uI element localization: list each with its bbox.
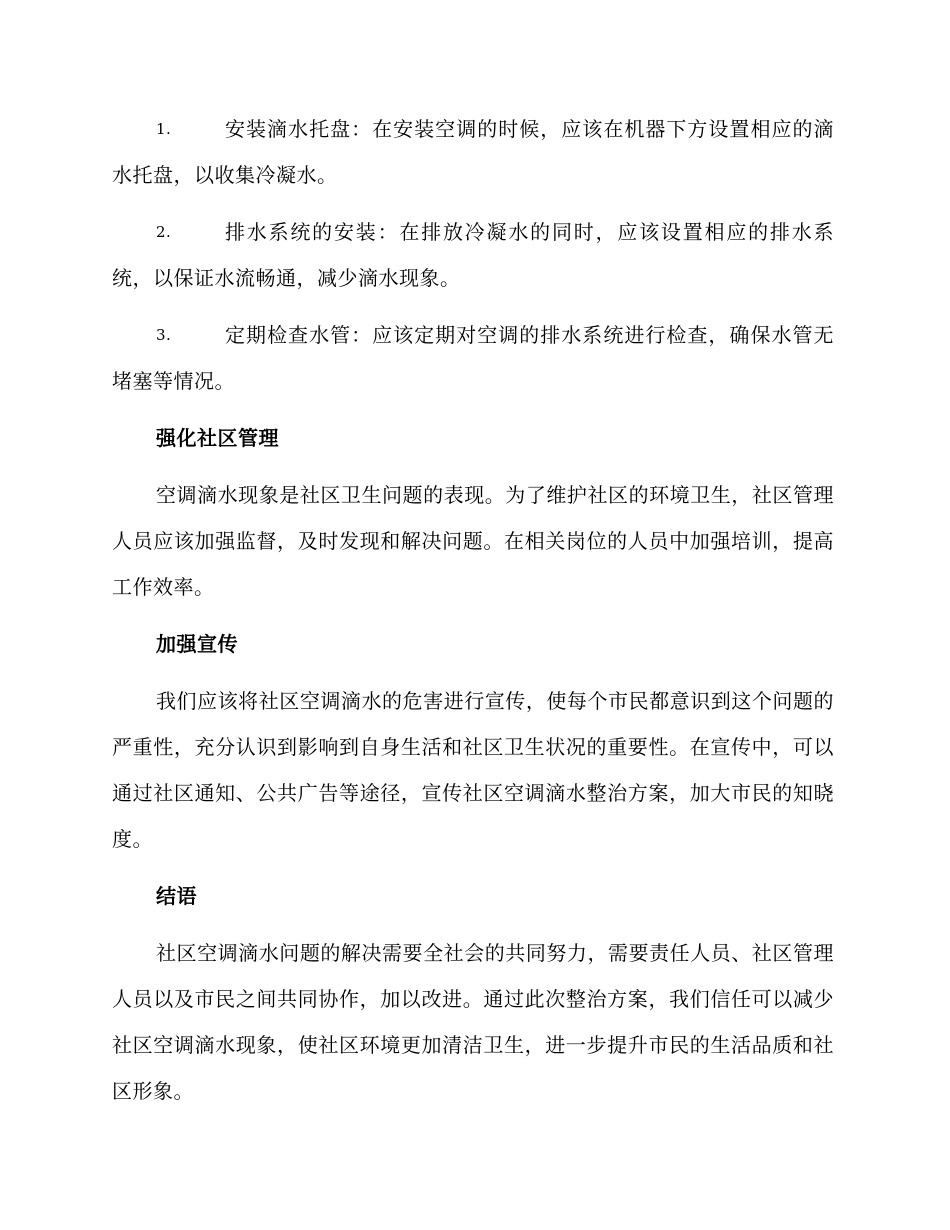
section-heading-publicity: 加强宣传: [156, 632, 238, 656]
list-text: 定期检查水管：应该定期对空调的排水系统进行检查，确保水管无堵塞等情况。: [112, 323, 834, 393]
document-page: [112, 106, 834, 1125]
list-item: [112, 106, 834, 198]
list-text: 排水系统的安装：在排放冷凝水的同时，应该设置相应的排水系统，以保证水流畅通，减少滴水现象。: [112, 220, 834, 290]
list-item: [112, 312, 834, 404]
list-number: 1.: [156, 120, 172, 138]
section-heading-conclusion: 结语: [156, 884, 197, 908]
section-heading-community-management: 强化社区管理: [156, 426, 279, 450]
list-number: 3.: [156, 326, 172, 344]
section-paragraph: 空调滴水现象是社区卫生问题的表现。为了维护社区的环境卫生，社区管理人员应该加强监督，及时发现和解决问题。在相关岗位的人员中加强培训，提高工作效率。: [112, 483, 834, 599]
list-item: [112, 209, 834, 301]
list-number: 2.: [156, 223, 172, 241]
list-text: 安装滴水托盘：在安装空调的时候，应该在机器下方设置相应的滴水托盘，以收集冷凝水。: [112, 117, 834, 187]
section-paragraph: 我们应该将社区空调滴水的危害进行宣传，使每个市民都意识到这个问题的严重性，充分认识到影响到自身生活和社区卫生状况的重要性。在宣传中，可以通过社区通知、公共广告等途径，宣传社区空调滴水整治方案，加大市民的知晓度。: [112, 689, 834, 851]
section-paragraph: 社区空调滴水问题的解决需要全社会的共同努力，需要责任人员、社区管理人员以及市民之间共同协作，加以改进。通过此次整治方案，我们信任可以减少社区空调滴水现象，使社区环境更加清洁卫生，进一步提升市民的生活品质和社区形象。: [112, 941, 834, 1103]
